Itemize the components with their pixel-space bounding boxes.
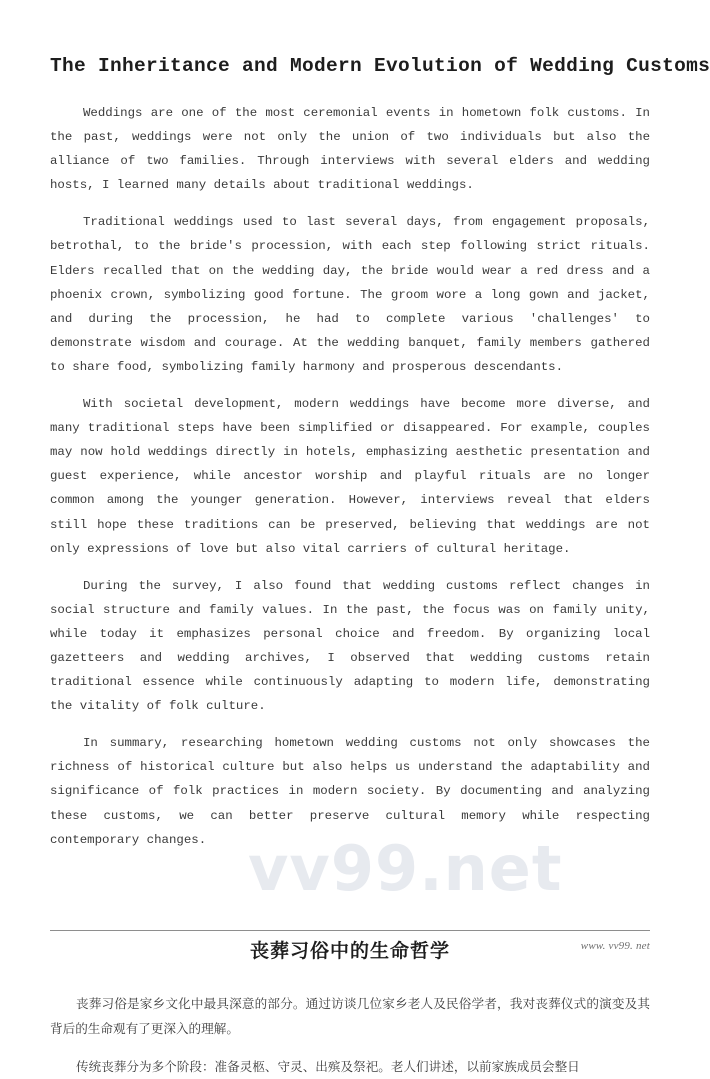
footer-site-label: www. vv99. net xyxy=(580,940,650,952)
site-watermark: vv99.net xyxy=(248,832,563,905)
body-paragraph: Traditional weddings used to last several days, from engagement proposals, betrothal, to the bride's procession, with each step following strict rituals. Elders recalled that on the wedding day, the bride would wear a red dress and a phoenix crown, symbolizing good fortune. The groom wore a long gown and jacket, and during the procession, he had to complete various 'challenges' to demonstrate wisdom and courage. At the wedding banquet, family members gathered to share food, symbolizing family harmony and prosperous descendants. xyxy=(50,215,650,374)
page-footer xyxy=(50,930,650,952)
document-content xyxy=(50,0,710,1079)
body-paragraph: In summary, researching hometown wedding customs not only showcases the richness of historical culture but also helps us understand the adaptability and significance of folk practices in modern society. By documenting and analyzing these customs, we can better preserve cultural memory while respecting contemporary changes. xyxy=(50,736,650,847)
body-paragraph: Weddings are one of the most ceremonial events in hometown folk customs. In the past, weddings were not only the union of two individuals but also the alliance of two families. Through interviews with several elders and wedding hosts, I learned many details about traditional weddings. xyxy=(50,106,650,193)
body-paragraph-cn: 丧葬习俗是家乡文化中最具深意的部分。通过访谈几位家乡老人及民俗学者，我对丧葬仪式的演变及其背后的生命观有了更深入的理解。 xyxy=(50,995,650,1036)
body-paragraph-cn: 传统丧葬分为多个阶段：准备灵柩、守灵、出殡及祭祀。老人们讲述，以前家族成员会整日 xyxy=(76,1058,580,1074)
section-heading-cn: 丧葬习俗中的生命哲学 xyxy=(249,939,450,962)
footer-divider xyxy=(50,930,650,931)
body-paragraph: During the survey, I also found that wedding customs reflect changes in social structure and family values. In the past, the focus was on family unity, while today it emphasizes personal choice and freedom. By organizing local gazetteers and wedding archives, I observed that wedding customs retain traditional essence while continuously adapting to modern life, demonstrating the vitality of folk culture. xyxy=(50,578,650,714)
body-paragraph: With societal development, modern weddings have become more diverse, and many traditional steps have been simplified or disappeared. For example, couples may now hold weddings directly in hotels, emphasizing aesthetic presentation and guest experience, while ancestor worship and playful rituals are no longer common among the younger generation. However, interviews reveal that elders still hope these traditions can be preserved, believing that weddings are not only expressions of love but also vital carriers of cultural heritage. xyxy=(50,397,650,556)
page-title: The Inheritance and Modern Evolution of Wedding Customs xyxy=(50,55,710,77)
